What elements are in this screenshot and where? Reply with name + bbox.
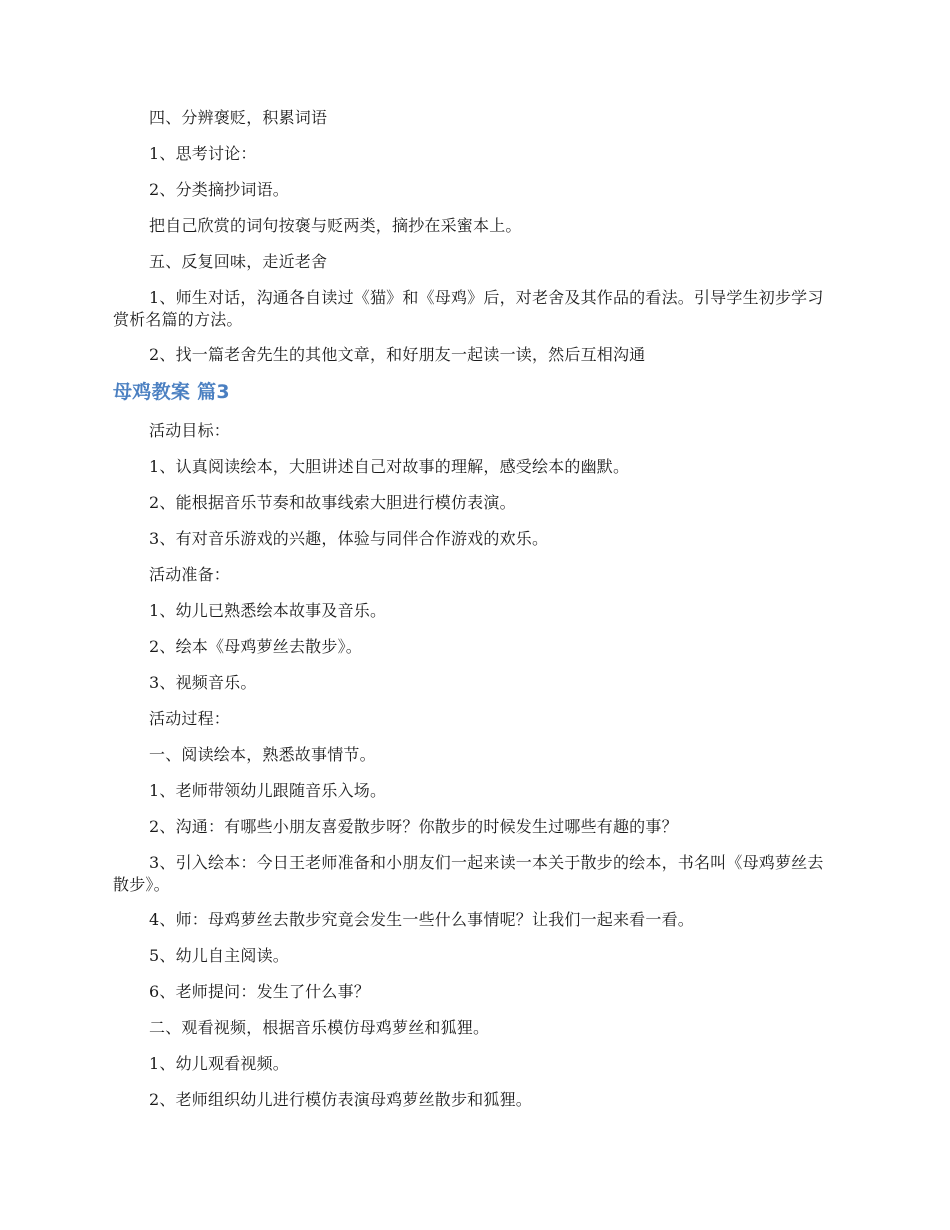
paragraph: 3、引入绘本：今日王老师准备和小朋友们一起来读一本关于散步的绘本，书名叫《母鸡萝丝去散步》。 bbox=[113, 853, 824, 894]
paragraph: 活动目标： bbox=[149, 421, 231, 440]
document-body bbox=[113, 107, 833, 1125]
paragraph: 1、幼儿观看视频。 bbox=[149, 1054, 289, 1073]
paragraph: 3、有对音乐游戏的兴趣，体验与同伴合作游戏的欢乐。 bbox=[149, 529, 549, 548]
paragraph: 2、分类摘抄词语。 bbox=[149, 180, 289, 199]
paragraph: 1、幼儿已熟悉绘本故事及音乐。 bbox=[149, 601, 387, 620]
section-heading-four: 四、分辨褒贬，积累词语 bbox=[149, 108, 328, 127]
paragraph: 1、老师带领幼儿跟随音乐入场。 bbox=[149, 781, 387, 800]
paragraph: 2、能根据音乐节奏和故事线索大胆进行模仿表演。 bbox=[149, 493, 516, 512]
section-title: 母鸡教案 篇3 bbox=[113, 381, 230, 403]
paragraph: 一、阅读绘本，熟悉故事情节。 bbox=[149, 745, 376, 764]
paragraph: 活动准备： bbox=[149, 565, 231, 584]
paragraph: 2、沟通：有哪些小朋友喜爱散步呀？你散步的时候发生过哪些有趣的事？ bbox=[149, 817, 678, 836]
paragraph: 活动过程： bbox=[149, 709, 231, 728]
paragraph: 3、视频音乐。 bbox=[149, 673, 257, 692]
paragraph: 4、师：母鸡萝丝去散步究竟会发生一些什么事情呢？让我们一起来看一看。 bbox=[149, 910, 694, 929]
paragraph: 2、找一篇老舍先生的其他文章，和好朋友一起读一读，然后互相沟通 bbox=[149, 345, 646, 364]
paragraph: 1、师生对话，沟通各自读过《猫》和《母鸡》后，对老舍及其作品的看法。引导学生初步学习赏析名篇的方法。 bbox=[113, 288, 824, 329]
paragraph: 1、思考讨论： bbox=[149, 144, 257, 163]
paragraph: 二、观看视频，根据音乐模仿母鸡萝丝和狐狸。 bbox=[149, 1018, 490, 1037]
paragraph: 2、绘本《母鸡萝丝去散步》。 bbox=[149, 637, 362, 656]
paragraph: 把自己欣赏的词句按褒与贬两类，摘抄在采蜜本上。 bbox=[149, 216, 522, 235]
paragraph: 1、认真阅读绘本，大胆讲述自己对故事的理解，感受绘本的幽默。 bbox=[149, 457, 630, 476]
section-heading-five: 五、反复回味，走近老舍 bbox=[149, 252, 328, 271]
paragraph: 2、老师组织幼儿进行模仿表演母鸡萝丝散步和狐狸。 bbox=[149, 1090, 532, 1109]
paragraph: 6、老师提问：发生了什么事？ bbox=[149, 982, 370, 1001]
paragraph: 5、幼儿自主阅读。 bbox=[149, 946, 289, 965]
